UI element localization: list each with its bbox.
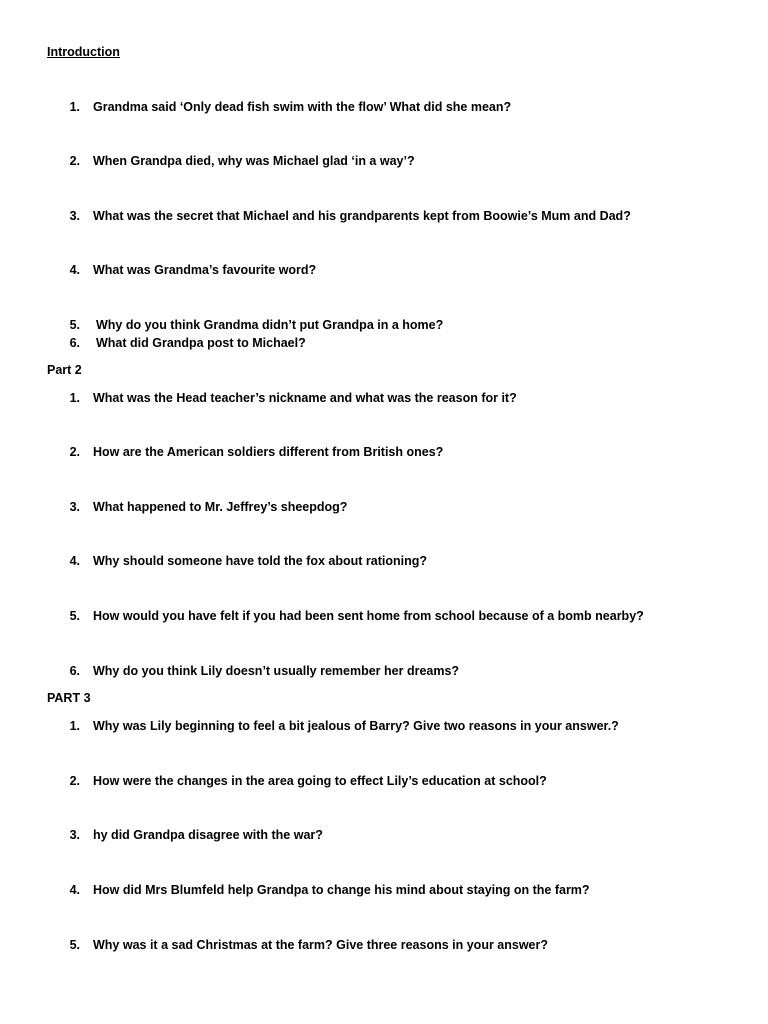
section-title-part-2: Part 2 [47, 363, 82, 377]
question-text: What was the secret that Michael and his grandparents kept from Boowie’s Mum and Dad? [93, 209, 631, 223]
question-text: What was the Head teacher’s nickname and what was the reason for it? [93, 391, 517, 405]
question-number: 3. [69, 500, 80, 514]
question-text: What happened to Mr. Jeffrey’s sheepdog? [93, 500, 348, 514]
question-number: 5. [69, 938, 80, 952]
question-number: 2. [69, 154, 80, 168]
question-number: 2. [69, 445, 80, 459]
question-text: How would you have felt if you had been sent home from school because of a bomb nearby? [93, 609, 644, 623]
question-number: 5. [69, 609, 80, 623]
question-text: How did Mrs Blumfeld help Grandpa to change his mind about staying on the farm? [93, 883, 590, 897]
question-text: How are the American soldiers different from British ones? [93, 445, 444, 459]
question-text: Why do you think Grandma didn’t put Grandpa in a home? [96, 318, 444, 332]
question-number: 4. [69, 263, 80, 277]
question-text: What was Grandma’s favourite word? [93, 263, 317, 277]
question-number: 6. [69, 336, 80, 350]
question-number: 6. [69, 664, 80, 678]
question-number: 3. [69, 209, 80, 223]
question-number: 1. [69, 719, 80, 733]
question-text: How were the changes in the area going to effect Lily’s education at school? [93, 774, 547, 788]
question-text: Why should someone have told the fox about rationing? [93, 554, 428, 568]
question-text: Why was Lily beginning to feel a bit jealous of Barry? Give two reasons in your answer.? [93, 719, 619, 733]
question-number: 1. [69, 391, 80, 405]
question-text: When Grandpa died, why was Michael glad ‘in a way’? [93, 154, 415, 168]
question-number: 2. [69, 774, 80, 788]
question-number: 4. [69, 554, 80, 568]
question-text: Why was it a sad Christmas at the farm? Give three reasons in your answer? [93, 938, 549, 952]
question-text: hy did Grandpa disagree with the war? [93, 828, 323, 842]
question-number: 3. [69, 828, 80, 842]
question-number: 1. [69, 100, 80, 114]
question-number: 4. [69, 883, 80, 897]
section-title-part-3: PART 3 [47, 691, 91, 705]
question-text: Why do you think Lily doesn’t usually remember her dreams? [93, 664, 460, 678]
section-title-introduction: Introduction [47, 45, 120, 59]
question-text: What did Grandpa post to Michael? [96, 336, 306, 350]
question-text: Grandma said ‘Only dead fish swim with the flow’ What did she mean? [93, 100, 512, 114]
question-number: 5. [69, 318, 80, 332]
